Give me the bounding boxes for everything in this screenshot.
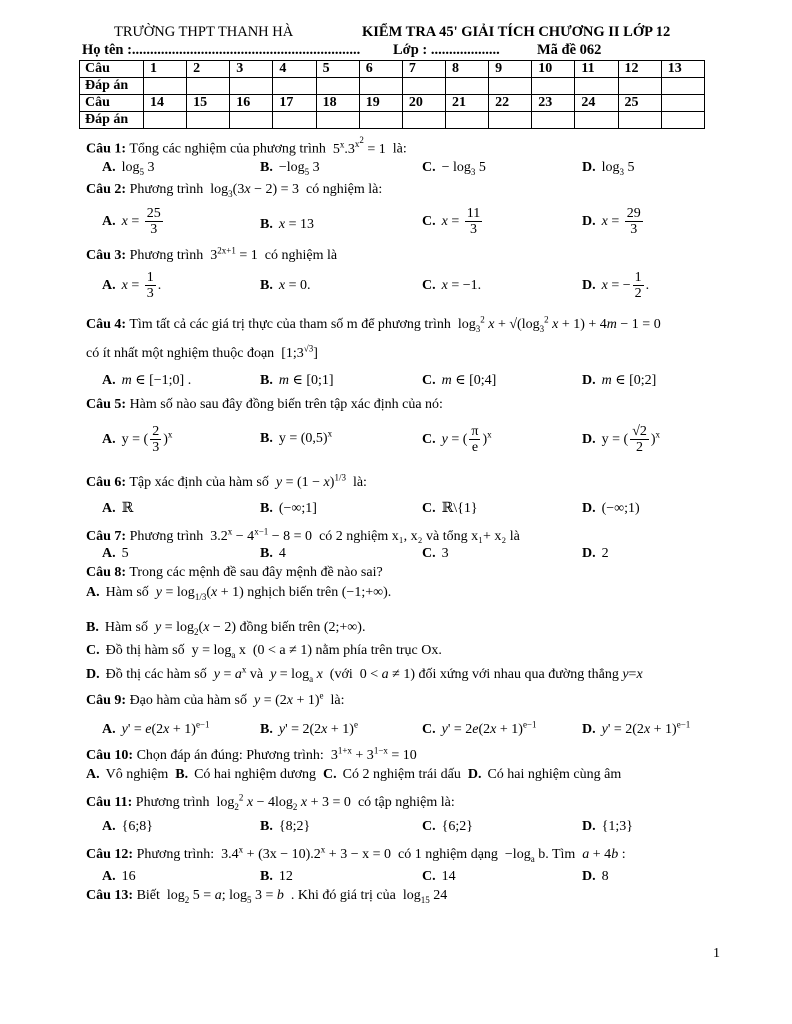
grid-cell: 2 [187, 61, 230, 78]
grid-label: Câu [80, 61, 144, 78]
question-10: Câu 10: Chọn đáp án đúng: Phương trình: $3^{1+x} + 3^{1-x} = 10$ [86, 745, 417, 763]
grid-cell: 9 [489, 61, 532, 78]
answer-cell[interactable] [661, 78, 704, 95]
answer-cell[interactable] [402, 112, 445, 129]
option-1-c[interactable]: C. − $\log_3 5$ [422, 160, 486, 177]
grid-cell: 14 [144, 95, 187, 112]
option-2-a[interactable]: A. x = $\frac{25}{3}$ [102, 206, 161, 237]
option-9-a[interactable]: A. $y' = e(2x + 1)^{e-1}$ [102, 719, 210, 737]
option-5-a[interactable]: A. y = ( $\frac{2}{3}$ )$^x$ [102, 424, 173, 455]
option-7-a[interactable]: A. 5 [102, 546, 129, 561]
grid-cell: 6 [359, 61, 402, 78]
grid-cell: 25 [618, 95, 661, 112]
answer-cell[interactable] [187, 78, 230, 95]
answer-cell[interactable] [359, 78, 402, 95]
option-12-b[interactable]: B. 12 [260, 869, 293, 884]
option-6-c[interactable]: C. ℝ\{1} [422, 501, 478, 516]
answer-cell[interactable] [445, 112, 488, 129]
page-number: 1 [713, 946, 720, 961]
option-2-b[interactable]: B. x = 13 [260, 217, 314, 232]
grid-label: Câu [80, 95, 144, 112]
grid-cell: 4 [273, 61, 316, 78]
option-2-d[interactable]: D. x = $\frac{29}{3}$ [582, 206, 641, 237]
answer-cell[interactable] [273, 78, 316, 95]
answer-cell[interactable] [618, 112, 661, 129]
question-7: Câu 7: Phương trình $3.2^x - 4^{x-1} - 8 = 0$ có 2 nghiệm x₁, x₂ và tổng x₁+ x₂ là [86, 526, 520, 544]
grid-cell: 22 [489, 95, 532, 112]
grid-row-answers-2 [80, 112, 705, 129]
option-4-d[interactable]: D. m ∈ [0;2] [582, 373, 657, 388]
grid-cell: 24 [575, 95, 618, 112]
answer-cell[interactable] [618, 78, 661, 95]
answer-cell[interactable] [144, 78, 187, 95]
answer-cell[interactable] [273, 112, 316, 129]
grid-cell: 21 [445, 95, 488, 112]
answer-cell[interactable] [230, 112, 273, 129]
option-11-b[interactable]: B. {8;2} [260, 819, 311, 834]
option-10-a[interactable]: A. Vô nghiệm [86, 767, 169, 782]
question-3: Câu 3: Phương trình $3^{2x+1} = 1$ có nghiệm là [86, 245, 338, 263]
option-6-a[interactable]: A. ℝ [102, 501, 134, 516]
question-6: Câu 6: Tập xác định của hàm số $y = (1 - x)^{1/3}$ là: [86, 472, 367, 490]
option-1-b[interactable]: B. $-\log_5$ 3 [260, 160, 320, 177]
option-10-b[interactable]: B. Có hai nghiệm dương [175, 767, 317, 782]
option-8-a[interactable]: A. Hàm số $y = \log_{1/3}(x + 1)$ nghịch biến trên (−1;+∞). [86, 585, 392, 602]
formula: $5^x.3^{x^2} = 1$ [329, 135, 390, 157]
question-9: Câu 9: Đạo hàm của hàm số $y = (2x + 1)^e$ là: [86, 690, 345, 708]
answer-cell[interactable] [230, 78, 273, 95]
answer-cell[interactable] [316, 112, 359, 129]
question-11: Câu 11: Phương trình $\log_2^2 x - 4\log_2$ x + 3 = 0 có tập nghiệm là: [86, 792, 455, 812]
question-13: Câu 13: Biết $\log_2 5 = a$; $\log_5 3 = b$ . Khi đó giá trị của $\log_{15} 24$ [86, 888, 448, 905]
option-11-c[interactable]: C. {6;2} [422, 819, 473, 834]
option-8-c[interactable]: C. Đồ thị hàm số $y = \log_a x$ (0 < a ≠ 1) nằm phía trên trục Ox. [86, 643, 442, 660]
option-5-b[interactable]: B. $y = (0,5)^x$ [260, 428, 333, 446]
grid-cell: 11 [575, 61, 618, 78]
option-3-d[interactable]: D. x = − $\frac{1}{2}$ . [582, 270, 650, 301]
grid-row-answers-1 [80, 78, 705, 95]
question-12: Câu 12: Phương trình: $3.4^x + (3x - 10).2^x + 3 - x = 0$ có 1 nghiệm dạng $-\log_a$ b. Tìm a + 4b : [86, 844, 626, 864]
class-field: Lớp : ................... [393, 42, 500, 58]
answer-cell[interactable] [489, 78, 532, 95]
grid-cell: 23 [532, 95, 575, 112]
answer-cell[interactable] [575, 78, 618, 95]
question-8: Câu 8: Trong các mệnh đề sau đây mệnh đề nào sai? [86, 565, 383, 580]
grid-cell: 13 [661, 61, 704, 78]
grid-cell: 16 [230, 95, 273, 112]
question-2: Câu 2: Phương trình $\log_3(3x - 2) = 3$ có nghiệm là: [86, 182, 383, 199]
option-12-c[interactable]: C. 14 [422, 869, 456, 884]
option-6-b[interactable]: B. (−∞;1] [260, 501, 317, 516]
option-4-c[interactable]: C. m ∈ [0;4] [422, 373, 497, 388]
option-11-d[interactable]: D. {1;3} [582, 819, 633, 834]
answer-cell[interactable] [661, 112, 704, 129]
option-11-a[interactable]: A. {6;8} [102, 819, 153, 834]
option-2-c[interactable]: C. x = $\frac{11}{3}$ [422, 206, 481, 237]
option-6-d[interactable]: D. (−∞;1) [582, 501, 640, 516]
answer-cell[interactable] [359, 112, 402, 129]
name-field: Họ tên :............................................................... [82, 42, 361, 58]
grid-cell: 17 [273, 95, 316, 112]
option-4-b[interactable]: B. m ∈ [0;1] [260, 373, 334, 388]
answer-cell[interactable] [532, 112, 575, 129]
question-4: Câu 4: Tìm tất cả các giá trị thực của tham số m để phương trình $\log_3^2 x + √(\log_3^2$ x + 1) + 4m − 1 = 0 [86, 314, 661, 334]
grid-cell: 8 [445, 61, 488, 78]
option-7-c[interactable]: C. 3 [422, 546, 449, 561]
option-1-a[interactable]: A. $\log_5 3$ [102, 160, 155, 177]
question-1: Câu 1: Tổng các nghiệm của phương trình $5^x.3^{x^2} = 1$ là: [86, 135, 407, 157]
grid-cell: 7 [402, 61, 445, 78]
option-10-c[interactable]: C. Có 2 nghiệm trái dấu [323, 767, 461, 782]
answer-cell[interactable] [187, 112, 230, 129]
grid-cell: 15 [187, 95, 230, 112]
answer-cell[interactable] [532, 78, 575, 95]
answer-cell[interactable] [575, 112, 618, 129]
answer-grid [79, 60, 705, 129]
answer-cell[interactable] [489, 112, 532, 129]
option-10-d[interactable]: D. Có hai nghiệm cùng âm [467, 767, 622, 782]
option-3-a[interactable]: A. x = $\frac{1}{3}$ . [102, 270, 162, 301]
option-9-c[interactable]: C. $y' = 2e(2x + 1)^{e-1}$ [422, 719, 537, 737]
grid-label: Đáp án [80, 78, 144, 95]
option-5-d[interactable]: D. y = ( $\frac{√2}{2}$ )$^x$ [582, 424, 661, 455]
option-7-b[interactable]: B. 4 [260, 546, 286, 561]
grid-cell [661, 95, 704, 112]
option-3-c[interactable]: C. x = −1. [422, 278, 482, 293]
grid-cell: 12 [618, 61, 661, 78]
school-name: TRƯỜNG THPT THANH HÀ [114, 24, 294, 40]
question-10-options [86, 766, 621, 784]
option-7-d[interactable]: D. 2 [582, 546, 609, 561]
option-12-d[interactable]: D. 8 [582, 869, 609, 884]
grid-cell: 5 [316, 61, 359, 78]
option-12-a[interactable]: A. 16 [102, 869, 136, 884]
option-8-d[interactable]: D. Đồ thị các hàm số $y = a^x$ và $y = \log_a x$ (với 0 < a ≠ 1) đối xứng với nhau qua đường thẳng y=x [86, 664, 643, 684]
grid-label: Đáp án [80, 112, 144, 129]
option-9-d[interactable]: D. $y' = 2(2x + 1)^{e-1}$ [582, 719, 691, 737]
exam-title: KIỂM TRA 45' GIẢI TÍCH CHƯƠNG II LỚP 12 [362, 24, 671, 40]
grid-row-numbers-2 [80, 95, 705, 112]
grid-cell: 10 [532, 61, 575, 78]
answer-cell[interactable] [445, 78, 488, 95]
question-5: Câu 5: Hàm số nào sau đây đồng biến trên tập xác định của nó: [86, 397, 443, 412]
exam-code: Mã đề 062 [537, 42, 602, 58]
option-5-c[interactable]: C. y = ( $\frac{\pi}{e}$ )$^x$ [422, 424, 492, 455]
answer-cell[interactable] [316, 78, 359, 95]
option-4-a[interactable]: A. m ∈ [−1;0] . [102, 373, 192, 388]
question-4-line-2: có ít nhất một nghiệm thuộc đoạn $[1;3^{√3}]$ [86, 343, 318, 361]
grid-cell: 19 [359, 95, 402, 112]
grid-row-numbers-1 [80, 61, 705, 78]
option-9-b[interactable]: B. $y' = 2(2x + 1)^e$ [260, 719, 358, 737]
option-3-b[interactable]: B. x = 0. [260, 278, 311, 293]
grid-cell: 20 [402, 95, 445, 112]
grid-cell: 1 [144, 61, 187, 78]
option-8-b[interactable]: B. Hàm số $y = \log_2(x - 2)$ đồng biến trên (2;+∞). [86, 620, 366, 637]
answer-cell[interactable] [144, 112, 187, 129]
grid-cell: 3 [230, 61, 273, 78]
option-1-d[interactable]: D. $\log_3 5$ [582, 160, 635, 177]
answer-cell[interactable] [402, 78, 445, 95]
grid-cell: 18 [316, 95, 359, 112]
